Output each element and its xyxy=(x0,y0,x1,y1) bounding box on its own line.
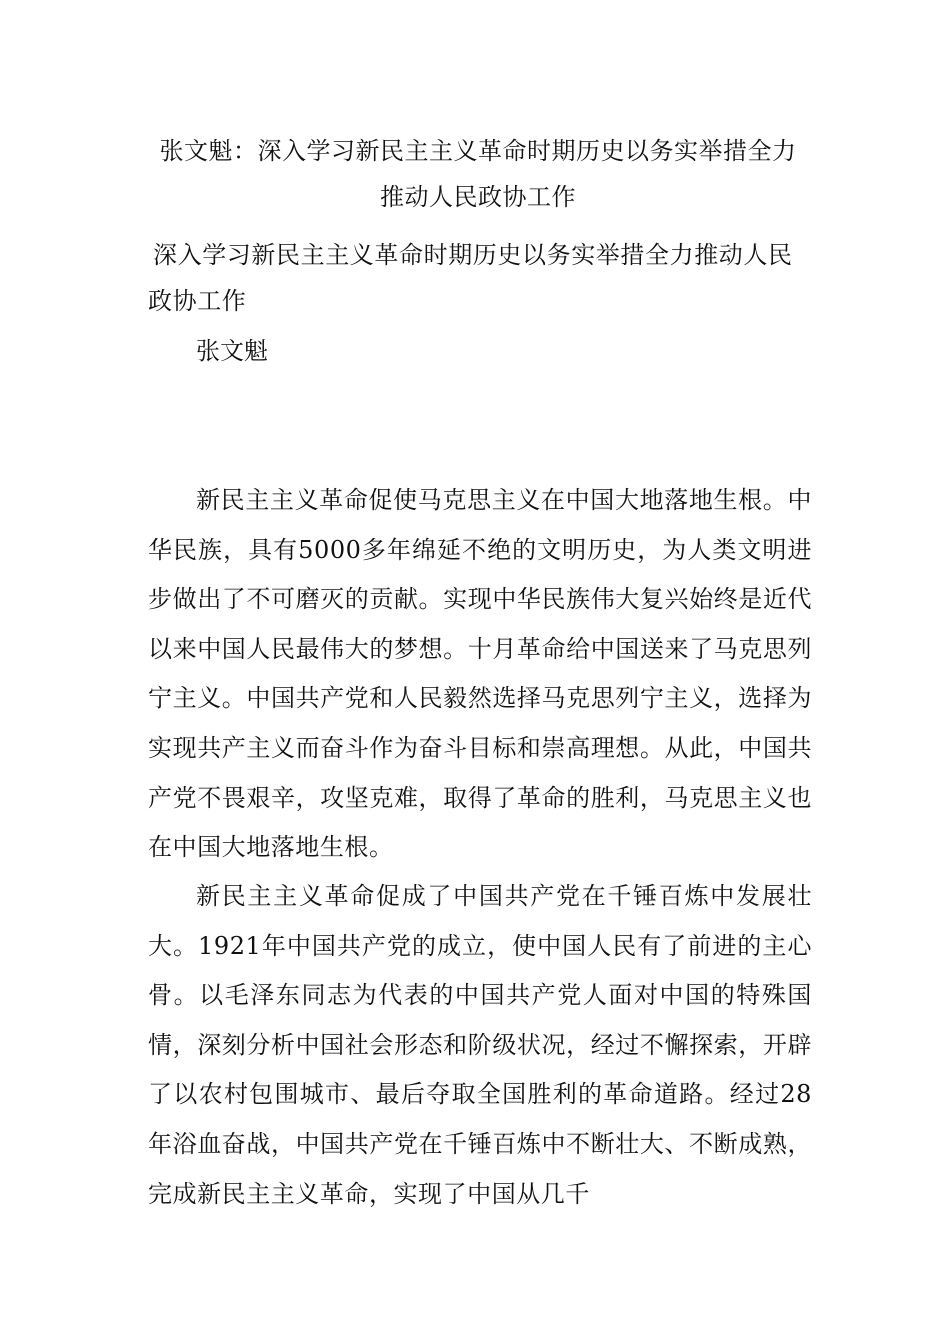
body-paragraph: 新民主主义革命促使马克思主义在中国大地落地生根。中华民族，具有5000多年绵延不绝的文明历史，为人类文明进步做出了不可磨灭的贡献。实现中华民族伟大复兴始终是近代以来中国人民最伟大的梦想。十月革命给中国送来了马克思列宁主义。中国共产党和人民毅然选择马克思列宁主义，选择为实现共产主义而奋斗作为奋斗目标和崇高理想。从此，中国共产党不畏艰辛，攻坚克难，取得了革命的胜利，马克思主义也在中国大地落地生根。 xyxy=(148,486,812,862)
document-title: 张文魁：深入学习新民主主义革命时期历史以务实举措全力推动人民政协工作 xyxy=(159,137,797,211)
document-subtitle: 深入学习新民主主义革命时期历史以务实举措全力推动人民政协工作 xyxy=(148,241,793,315)
author-name: 张文魁 xyxy=(196,337,268,365)
body-paragraph: 新民主主义革命促成了中国共产党在千锤百炼中发展壮大。1921年中国共产党的成立，使中国人民有了前进的主心骨。以毛泽东同志为代表的中国共产党人面对中国的特殊国情，深刻分析中国社会形态和阶级状况，经过不懈探索，开辟了以农村包围城市、最后夺取全国胜利的革命道路。经过28年浴血奋战，中国共产党在千锤百炼中不断壮大、不断成熟，完成新民主主义革命，实现了中国从几千 xyxy=(148,882,812,1208)
